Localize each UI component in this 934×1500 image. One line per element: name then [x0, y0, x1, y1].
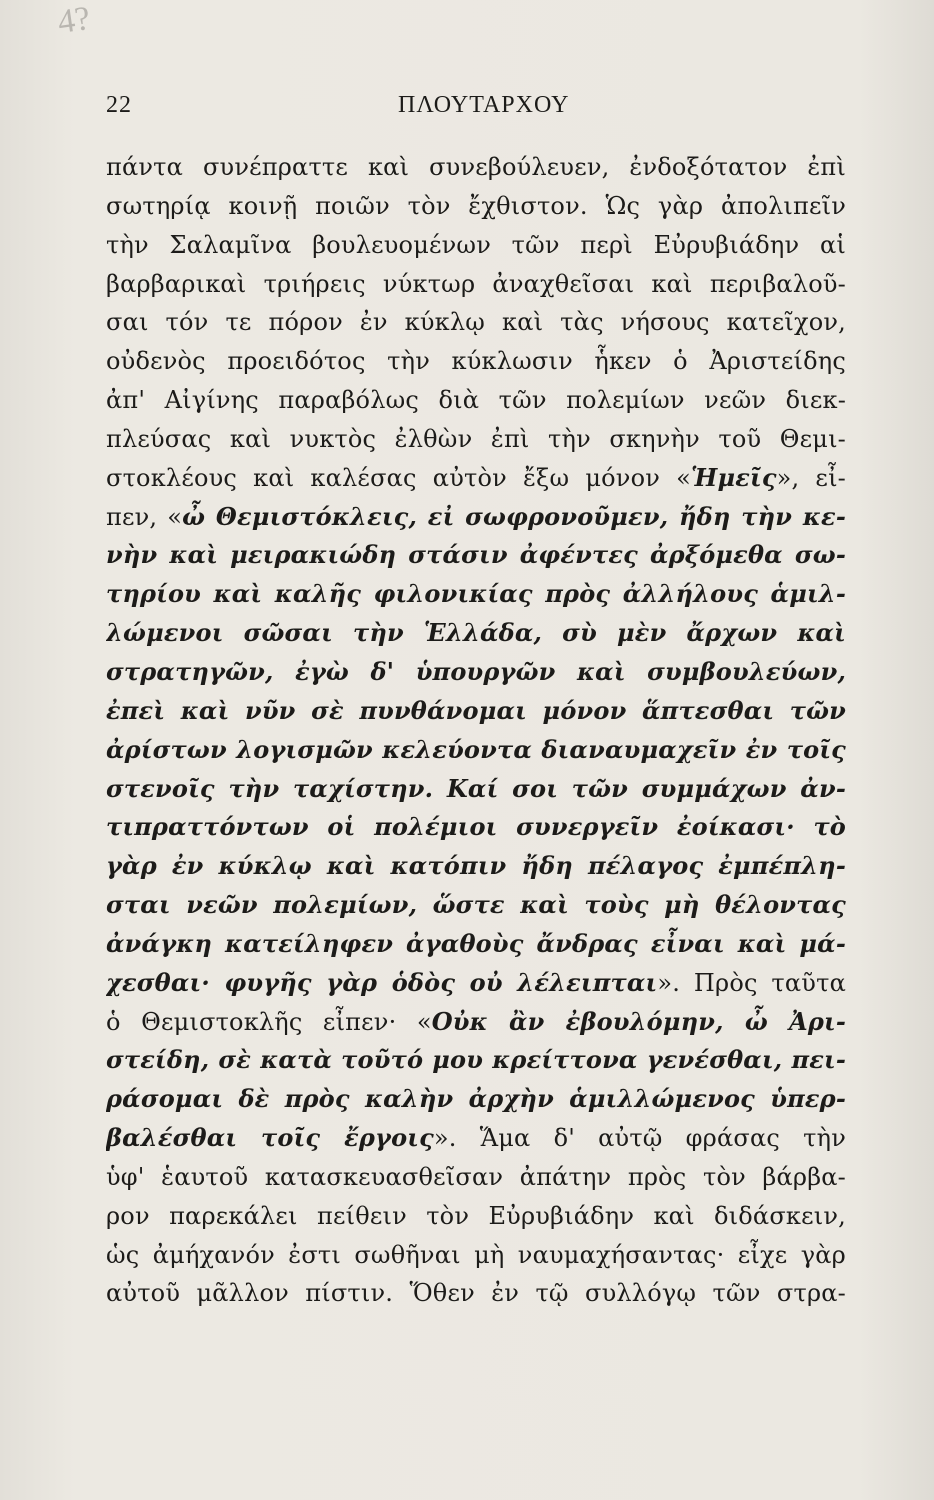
text-run: ». Πρὸς ταῦτα	[657, 968, 846, 997]
text-run: στοκλέους καὶ καλέσας αὐτὸν ἔξω μόνον «	[106, 463, 691, 492]
emphasized-text: χεσθαι· φυγῆς γὰρ ὁδὸς οὐ λέλειπται	[106, 967, 658, 997]
text-run: τὴν Σαλαμῖνα βουλευομένων τῶν περὶ Εὐρυβιάδην αἱ	[106, 230, 846, 259]
text-line	[106, 1236, 846, 1275]
text-run: πλεύσας καὶ νυκτὸς ἐλθὼν ἐπὶ τὴν σκηνὴν τοῦ Θεμι-	[106, 424, 846, 453]
text-line	[106, 614, 846, 653]
text-run: βαρβαρικαὶ τριήρεις νύκτωρ ἀναχθεῖσαι καὶ περιβαλοῦ-	[106, 269, 846, 298]
text-line	[106, 1119, 846, 1158]
emphasized-text: γὰρ ἐν κύκλῳ καὶ κατόπιν ἤδη πέλαγος ἐμπέπλη-	[106, 851, 846, 881]
text-run: ὑφ' ἑαυτοῦ κατασκευασθεῖσαν ἀπάτην πρὸς τὸν βάρβα-	[106, 1162, 846, 1191]
emphasized-text: στενοῖς τὴν ταχίστην. Καί σοι τῶν συμμάχων ἀν-	[106, 773, 846, 803]
text-line	[106, 1274, 846, 1313]
text-run: ὡς ἀμήχανόν ἐστι σωθῆναι μὴ ναυμαχήσαντας· εἶχε γὰρ	[106, 1240, 846, 1269]
text-line	[106, 886, 846, 925]
emphasized-text: Ἡμεῖς	[690, 462, 777, 492]
text-line	[106, 1080, 846, 1119]
text-line	[106, 459, 846, 498]
running-head	[106, 92, 846, 128]
emphasized-text: στείδη, σὲ κατὰ τοῦτό μου κρείττονα γενέσθαι, πει-	[106, 1045, 846, 1075]
text-line	[106, 1041, 846, 1080]
emphasized-text: Οὐκ ἂν ἐβουλόμην, ὦ Ἀρι-	[431, 1006, 846, 1036]
text-line	[106, 148, 846, 187]
text-line	[106, 925, 846, 964]
emphasized-text: ράσομαι δὲ πρὸς καλὴν ἀρχὴν ἁμιλλώμενος ὑπερ-	[106, 1084, 846, 1114]
text-line	[106, 964, 846, 1003]
text-line	[106, 731, 846, 770]
text-line	[106, 381, 846, 420]
emphasized-text: ἀνάγκη κατείληφεν ἀγαθοὺς ἄνδρας εἶναι καὶ μά-	[106, 928, 846, 958]
text-run: ρον παρεκάλει πείθειν τὸν Εὐρυβιάδην καὶ διδάσκειν,	[106, 1201, 846, 1230]
pencil-mark: 4?	[55, 0, 93, 42]
emphasized-text: λώμενοι σῶσαι τὴν Ἑλλάδα, σὺ μὲν ἄρχων καὶ	[106, 618, 846, 648]
body-text	[106, 148, 846, 1313]
text-line	[106, 303, 846, 342]
text-line	[106, 420, 846, 459]
text-run: ». Ἅμα δ' αὐτῷ φράσας τὴν	[433, 1124, 846, 1153]
text-run: αὐτοῦ μᾶλλον πίστιν. Ὅθεν ἐν τῷ συλλόγῳ τῶν στρα-	[106, 1279, 846, 1308]
text-run: πεν, «	[106, 502, 183, 531]
page-number: 22	[106, 92, 132, 118]
text-line	[106, 575, 846, 614]
running-title: ΠΛΟΥΤΑΡΧΟΥ	[398, 92, 570, 118]
text-run: ὁ Θεμιστοκλῆς εἶπεν· «	[106, 1007, 432, 1036]
text-line	[106, 808, 846, 847]
text-line	[106, 1158, 846, 1197]
text-line	[106, 847, 846, 886]
emphasized-text: τιπραττόντων οἱ πολέμιοι συνεργεῖν ἐοίκασι· τὸ	[106, 812, 846, 842]
text-line	[106, 692, 846, 731]
text-run: σωτηρίᾳ κοινῇ ποιῶν τὸν ἔχθιστον. Ὡς γὰρ ἀπολιπεῖν	[106, 191, 846, 220]
emphasized-text: σται νεῶν πολεμίων, ὥστε καὶ τοὺς μὴ θέλοντας	[106, 890, 846, 920]
text-line	[106, 265, 846, 304]
text-run: ἀπ' Αἰγίνης παραβόλως διὰ τῶν πολεμίων νεῶν διεκ-	[106, 386, 846, 415]
text-run: σαι τόν τε πόρον ἐν κύκλῳ καὶ τὰς νήσους κατεῖχον,	[106, 308, 846, 337]
emphasized-text: βαλέσθαι τοῖς ἔργοις	[106, 1123, 434, 1153]
text-run: οὐδενὸς προειδότος τὴν κύκλωσιν ἧκεν ὁ Ἀριστείδης	[106, 347, 846, 376]
text-line	[106, 653, 846, 692]
emphasized-text: ἐπεὶ καὶ νῦν σὲ πυνθάνομαι μόνον ἅπτεσθαι τῶν	[106, 695, 846, 725]
text-run: πάντα συνέπραττε καὶ συνεβούλευεν, ἐνδοξότατον ἐπὶ	[106, 153, 846, 181]
text-line	[106, 187, 846, 226]
text-line	[106, 1003, 846, 1042]
text-run: », εἶ-	[776, 463, 846, 492]
text-line	[106, 226, 846, 265]
text-line	[106, 342, 846, 381]
emphasized-text: ἀρίστων λογισμῶν κελεύοντα διαναυμαχεῖν ἐν τοῖς	[106, 734, 846, 764]
text-line	[106, 536, 846, 575]
text-line	[106, 498, 846, 537]
text-line	[106, 770, 846, 809]
emphasized-text: στρατηγῶν, ἐγὼ δ' ὑπουργῶν καὶ συμβουλεύων,	[106, 656, 846, 686]
text-line	[106, 1197, 846, 1236]
emphasized-text: νὴν καὶ μειρακιώδη στάσιν ἀφέντες ἀρξόμεθα σω-	[106, 540, 846, 570]
emphasized-text: ὦ Θεμιστόκλεις, εἰ σωφρονοῦμεν, ἤδη τὴν κε-	[182, 501, 846, 531]
emphasized-text: τηρίου καὶ καλῆς φιλονικίας πρὸς ἀλλήλους ἁμιλ-	[106, 579, 846, 609]
